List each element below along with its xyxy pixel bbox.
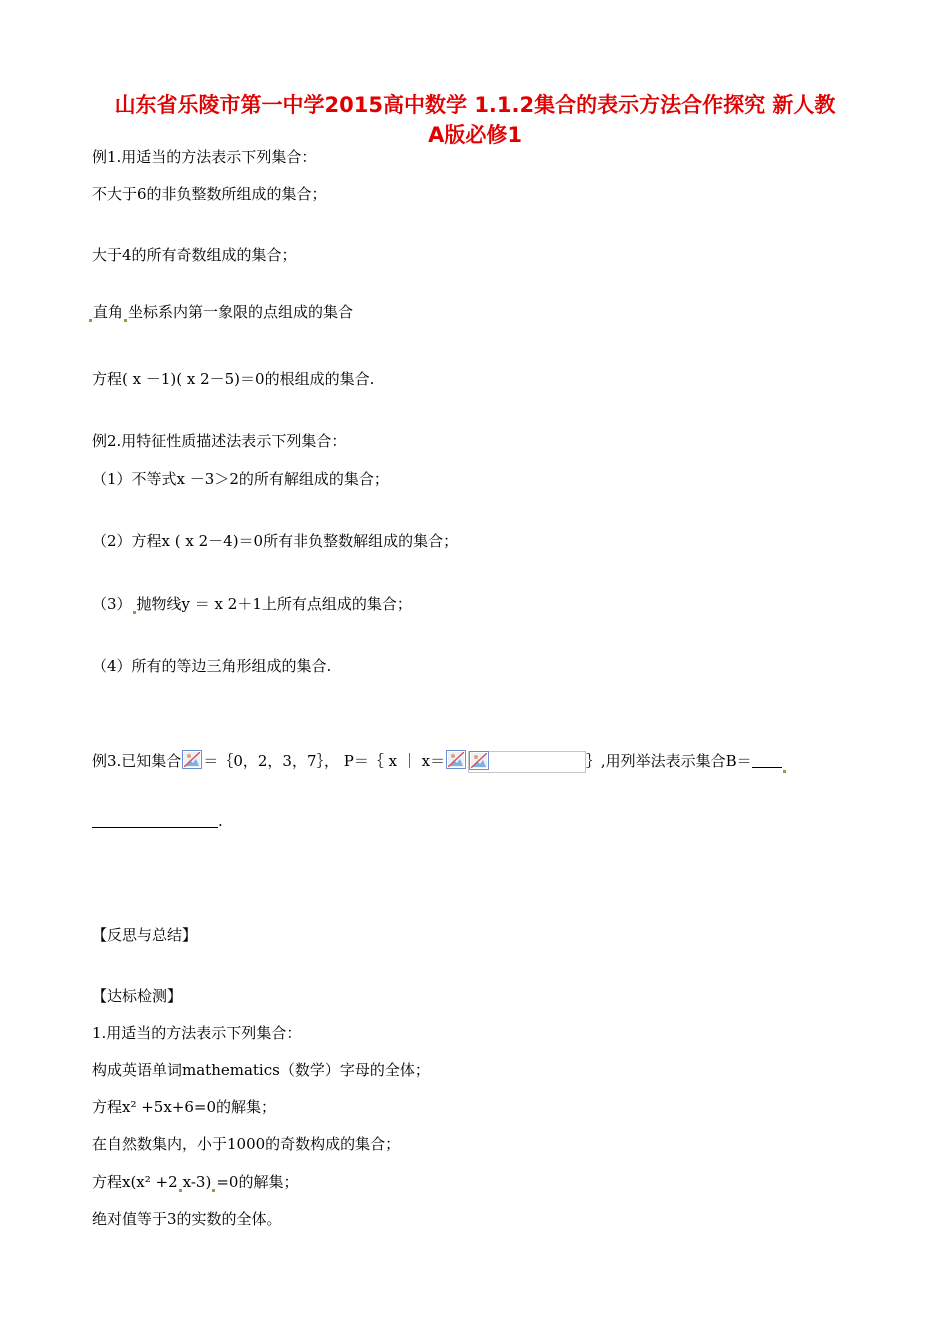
formula-frame [468, 751, 586, 773]
example1-item1: 不大于6的非负整数所组成的集合； [92, 185, 327, 203]
title-line-2: A版必修1 [428, 123, 522, 147]
example3-line [92, 750, 787, 773]
example1-heading: 例1.用适当的方法表示下列集合： [92, 148, 317, 166]
check-item-c: 在自然数集内，小于1000的奇数构成的集合； [92, 1135, 401, 1153]
image-placeholder-icon [182, 750, 202, 769]
example3-part2: ＝｛0，2，3，7｝， P＝｛ x ｜ x＝ [203, 752, 446, 770]
anchor-mark [179, 1189, 182, 1192]
example3-part1: 例3.已知集合 [92, 752, 182, 770]
check-item-d [92, 1172, 298, 1192]
example2-item3 [92, 594, 412, 614]
image-placeholder-icon [469, 751, 489, 770]
image-placeholder-icon [446, 750, 466, 769]
anchor-mark [133, 611, 136, 614]
example2-item3-num: （3） [92, 595, 132, 613]
reflection-heading: 【反思与总结】 [92, 926, 198, 944]
example3-part4: ｝,用列举法表示集合B＝ [585, 752, 752, 770]
example1-item3-part2: 坐标系内第一象限的点组成的集合 [128, 303, 354, 321]
example3-line2 [92, 811, 223, 831]
answer-blank-continued[interactable] [92, 812, 218, 828]
example1-item4: 方程( x －1)( x 2－5)＝0的根组成的集合. [92, 370, 375, 388]
check-item-a: 构成英语单词mathematics（数学）字母的全体； [92, 1061, 430, 1079]
check-item-d-part1: 方程x(x² +2 [92, 1173, 178, 1191]
answer-blank[interactable] [752, 752, 782, 768]
example2-item4: （4）所有的等边三角形组成的集合. [92, 657, 332, 675]
example1-item3-part1: 直角 [93, 303, 124, 321]
example2-item2: （2）方程x ( x 2－4)＝0所有非负整数解组成的集合； [92, 532, 459, 550]
check-item-d-part3: =0的解集； [216, 1173, 299, 1191]
anchor-mark [89, 319, 92, 322]
anchor-mark [124, 319, 127, 322]
example1-item3 [88, 302, 353, 322]
check-item-d-part2: x-3) [182, 1173, 212, 1191]
anchor-mark [212, 1189, 215, 1192]
title-line-1: 山东省乐陵市第一中学2015高中数学 1.1.2集合的表示方法合作探究 新人教 [114, 93, 836, 117]
example2-item1: （1）不等式x －3＞2的所有解组成的集合； [92, 470, 389, 488]
page-title [60, 90, 890, 150]
check-q1: 1.用适当的方法表示下列集合： [92, 1024, 302, 1042]
example3-end: . [218, 812, 223, 830]
check-item-e: 绝对值等于3的实数的全体。 [92, 1210, 282, 1228]
anchor-mark [783, 770, 786, 773]
check-item-b: 方程x² +5x+6=0的解集； [92, 1098, 277, 1116]
example2-heading: 例2.用特征性质描述法表示下列集合： [92, 432, 347, 450]
example1-item2: 大于4的所有奇数组成的集合； [92, 246, 297, 264]
check-heading: 【达标检测】 [92, 987, 183, 1005]
example2-item3-text: 抛物线y ＝ x 2＋1上所有点组成的集合； [136, 595, 412, 613]
